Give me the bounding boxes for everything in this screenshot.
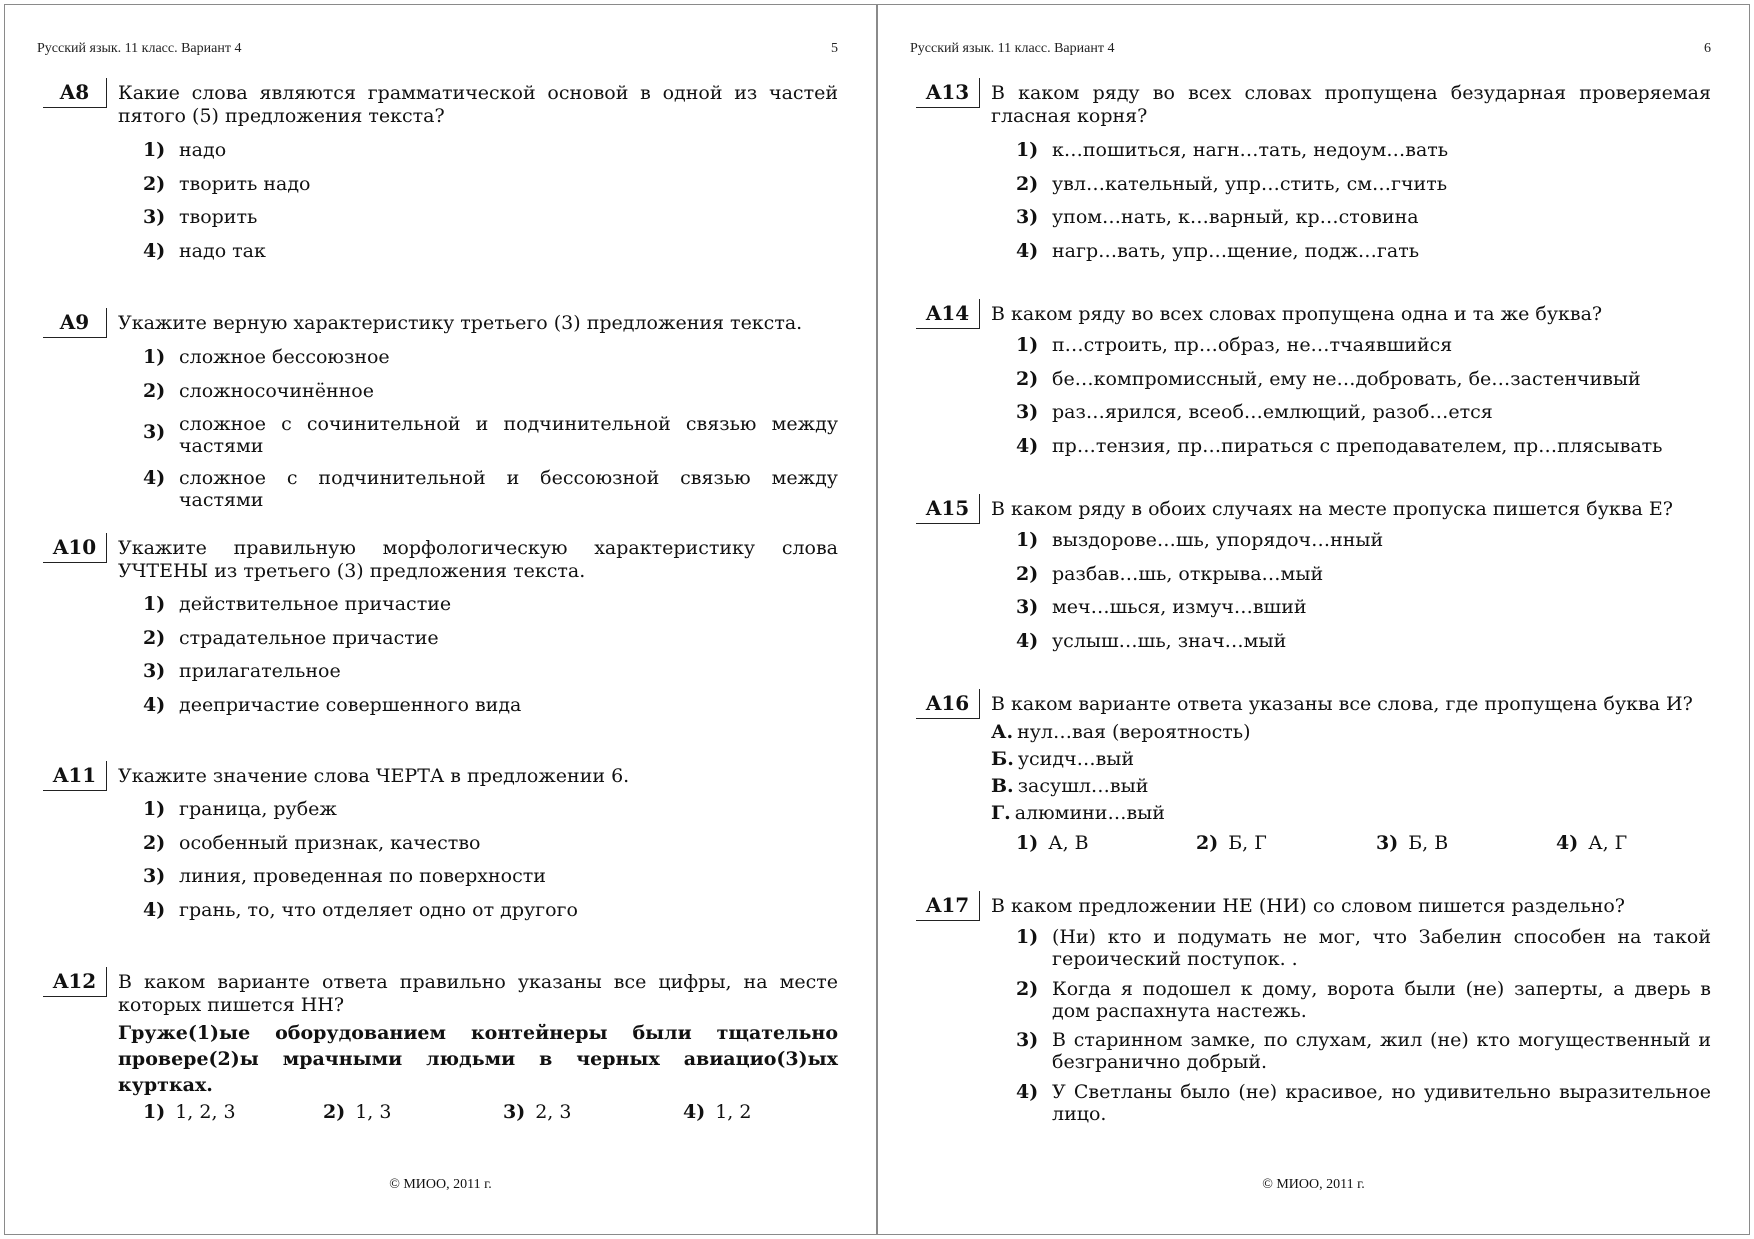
question-label: A17	[916, 891, 980, 921]
item-letter: А.	[991, 721, 1014, 743]
option-number: 4)	[143, 694, 166, 716]
option	[143, 346, 838, 368]
option-text: разбав…шь, открыва…мый	[1052, 563, 1324, 585]
option	[503, 1101, 571, 1123]
option	[1016, 832, 1089, 854]
question-text: Укажите правильную морфологическую характеристику слова УЧТЕНЫ из третьего (3) предложения текста.	[118, 537, 838, 582]
option-text: п…строить, пр…образ, не…тчаявшийся	[1052, 334, 1453, 356]
option-text: В старинном замке, по слухам, жил (не) кто могущественный и безгранично добрый.	[1052, 1029, 1711, 1073]
option-number: 3)	[503, 1101, 526, 1123]
option-text: сложное бессоюзное	[179, 346, 390, 368]
option	[143, 173, 838, 195]
option	[1016, 978, 1711, 1022]
option-number: 3)	[1016, 596, 1039, 618]
item-letter: Г.	[991, 802, 1011, 824]
option-number: 2)	[143, 627, 166, 649]
option	[143, 865, 838, 887]
option	[1016, 368, 1711, 390]
option	[1016, 206, 1711, 228]
option-text: творить надо	[179, 173, 311, 195]
option-text: линия, проведенная по поверхности	[179, 865, 546, 887]
option-text: 1, 3	[355, 1101, 392, 1123]
option-text: упом…нать, к…варный, кр…стовина	[1052, 206, 1419, 228]
option-number: 1)	[1016, 139, 1039, 161]
option-number: 2)	[1016, 563, 1039, 585]
option	[143, 240, 838, 262]
question-text: Укажите значение слова ЧЕРТА в предложении 6.	[118, 765, 630, 787]
option-number: 4)	[683, 1101, 706, 1123]
option-text: пр…тензия, пр…пираться с преподавателем, пр…плясывать	[1052, 435, 1663, 457]
option-number: 2)	[323, 1101, 346, 1123]
option-number: 1)	[1016, 926, 1039, 948]
option	[143, 467, 838, 511]
question-text: Укажите верную характеристику третьего (3) предложения текста.	[118, 312, 803, 334]
option-text: А, Г	[1588, 832, 1628, 854]
option	[143, 413, 838, 457]
option-text: раз…ярился, всеоб…емлющий, разоб…ется	[1052, 401, 1493, 423]
option-text: грань, то, что отделяет одно от другого	[179, 899, 578, 921]
option-text: особенный признак, качество	[179, 832, 481, 854]
option-text: А, В	[1048, 832, 1089, 854]
page-header-title: Русский язык. 11 класс. Вариант 4	[910, 41, 1115, 56]
option-number: 2)	[143, 832, 166, 854]
option	[143, 380, 838, 402]
page-number: 6	[1704, 41, 1711, 56]
option-number: 3)	[143, 421, 166, 443]
option	[1016, 173, 1711, 195]
sentence-line: Груже(1)ые оборудованием контейнеры были тщательно	[118, 1022, 838, 1044]
option-text: деепричастие совершенного вида	[179, 694, 522, 716]
footer: © МИОО, 2011 г.	[389, 1177, 492, 1192]
option-text: меч…шься, измуч…вший	[1052, 596, 1307, 618]
option	[1016, 435, 1711, 457]
option	[143, 798, 838, 820]
item-letter: В.	[991, 775, 1014, 797]
option	[323, 1101, 391, 1123]
right-page	[877, 4, 1750, 1235]
sentence-line: провере(2)ы мрачными людьми в черных авиацио(3)ых	[118, 1048, 838, 1070]
option-text: сложное с сочинительной и подчинительной связью между частями	[179, 413, 838, 457]
item-text: алюмини…вый	[1014, 802, 1165, 824]
option	[1016, 139, 1711, 161]
question-label: A15	[916, 494, 980, 524]
question-label: A11	[43, 761, 107, 791]
option-text: 1, 2	[715, 1101, 752, 1123]
option-text: граница, рубеж	[179, 798, 337, 820]
option	[1016, 596, 1711, 618]
option	[143, 139, 838, 161]
option-number: 1)	[143, 798, 166, 820]
sentence-line: куртках.	[118, 1074, 213, 1096]
option-number: 4)	[1556, 832, 1579, 854]
option-text: увл…кательный, упр…стить, см…гчить	[1052, 173, 1448, 195]
option	[1376, 832, 1448, 854]
option-text: сложносочинённое	[179, 380, 374, 402]
option-number: 3)	[1016, 1029, 1039, 1051]
option	[1016, 334, 1711, 356]
option-text: нагр…вать, упр…щение, подж…гать	[1052, 240, 1420, 262]
option-text: Б, Г	[1228, 832, 1267, 854]
option-text: бе…компромиссный, ему не…добровать, бе…застенчивый	[1052, 368, 1641, 390]
question-label: A13	[916, 78, 980, 108]
option	[143, 206, 838, 228]
option-text: 2, 3	[535, 1101, 572, 1123]
option	[143, 593, 838, 615]
option-number: 4)	[1016, 630, 1039, 652]
question-text: В каком предложении НЕ (НИ) со словом пишется раздельно?	[991, 895, 1625, 917]
option-text: творить	[179, 206, 258, 228]
option-text: выздорове…шь, упорядоч…нный	[1052, 529, 1384, 551]
option	[1016, 1081, 1711, 1125]
option	[143, 660, 838, 682]
option-text: надо	[179, 139, 227, 161]
page-number: 5	[831, 41, 838, 56]
question-label: A9	[43, 308, 107, 338]
option	[1016, 926, 1711, 970]
question-label: A12	[43, 967, 107, 997]
lettered-item	[991, 802, 1165, 824]
option	[683, 1101, 751, 1123]
option-text: 1, 2, 3	[175, 1101, 236, 1123]
lettered-item	[991, 748, 1134, 770]
option-number: 2)	[143, 173, 166, 195]
option-number: 4)	[143, 899, 166, 921]
option-text: Б, В	[1408, 832, 1449, 854]
option	[1016, 630, 1711, 652]
option-text: Когда я подошел к дому, ворота были (не) заперты, а дверь в дом распахнута настежь.	[1052, 978, 1711, 1022]
option-number: 1)	[143, 593, 166, 615]
option-number: 2)	[1196, 832, 1219, 854]
option-text: сложное с подчинительной и бессоюзной связью между частями	[179, 467, 838, 511]
left-page	[4, 4, 877, 1235]
option-number: 1)	[143, 1101, 166, 1123]
option-number: 4)	[1016, 240, 1039, 262]
option-number: 2)	[143, 380, 166, 402]
question-label: A16	[916, 689, 980, 719]
option-text: прилагательное	[179, 660, 341, 682]
page-header-title: Русский язык. 11 класс. Вариант 4	[37, 41, 242, 56]
option-text: действительное причастие	[179, 593, 452, 615]
option-number: 1)	[1016, 334, 1039, 356]
option-number: 1)	[1016, 529, 1039, 551]
option	[1016, 1029, 1711, 1073]
option-text: У Светланы было (не) красивое, но удивительно выразительное лицо.	[1052, 1081, 1711, 1125]
option	[1016, 401, 1711, 423]
question-text: В каком ряду во всех словах пропущена безударная проверяемая гласная корня?	[991, 82, 1711, 127]
question-text: В каком ряду во всех словах пропущена одна и та же буква?	[991, 303, 1603, 325]
option	[143, 694, 838, 716]
option-number: 3)	[1016, 401, 1039, 423]
option-number: 4)	[143, 240, 166, 262]
option-number: 3)	[1016, 206, 1039, 228]
item-text: засушл…вый	[1017, 775, 1149, 797]
option-number: 3)	[1376, 832, 1399, 854]
option	[143, 899, 838, 921]
option-text: надо так	[179, 240, 266, 262]
option	[143, 627, 838, 649]
item-letter: Б.	[991, 748, 1014, 770]
option-number: 4)	[1016, 435, 1039, 457]
option-number: 2)	[1016, 978, 1039, 1000]
question-label: A8	[43, 78, 107, 108]
option	[1016, 240, 1711, 262]
option-number: 1)	[143, 139, 166, 161]
option-text: (Ни) кто и подумать не мог, что Забелин способен на такой героический поступок. .	[1052, 926, 1711, 970]
question-text: В каком варианте ответа указаны все слова, где пропущена буква И?	[991, 693, 1693, 715]
option-number: 2)	[1016, 173, 1039, 195]
option-text: к…пошиться, нагн…тать, недоум…вать	[1052, 139, 1449, 161]
option-number: 4)	[143, 467, 166, 489]
question-label: A10	[43, 533, 107, 563]
option	[1016, 529, 1711, 551]
question-text: Какие слова являются грамматической основой в одной из частей пятого (5) предложения текста?	[118, 82, 838, 127]
option	[1196, 832, 1267, 854]
option-number: 2)	[1016, 368, 1039, 390]
option-number: 4)	[1016, 1081, 1039, 1103]
question-text: В каком ряду в обоих случаях на месте пропуска пишется буква Е?	[991, 498, 1673, 520]
option-number: 3)	[143, 865, 166, 887]
option	[143, 832, 838, 854]
question-text: В каком варианте ответа правильно указаны все цифры, на месте которых пишется НН?	[118, 971, 838, 1016]
lettered-item	[991, 721, 1251, 743]
option-number: 3)	[143, 206, 166, 228]
item-text: нул…вая (вероятность)	[1017, 721, 1251, 743]
option-text: страдательное причастие	[179, 627, 439, 649]
footer: © МИОО, 2011 г.	[1262, 1177, 1365, 1192]
option-number: 1)	[143, 346, 166, 368]
option	[143, 1101, 236, 1123]
option-number: 1)	[1016, 832, 1039, 854]
option-number: 3)	[143, 660, 166, 682]
option	[1556, 832, 1627, 854]
lettered-item	[991, 775, 1148, 797]
option	[1016, 563, 1711, 585]
item-text: усидч…вый	[1017, 748, 1135, 770]
option-text: услыш…шь, знач…мый	[1052, 630, 1287, 652]
question-label: A14	[916, 299, 980, 329]
